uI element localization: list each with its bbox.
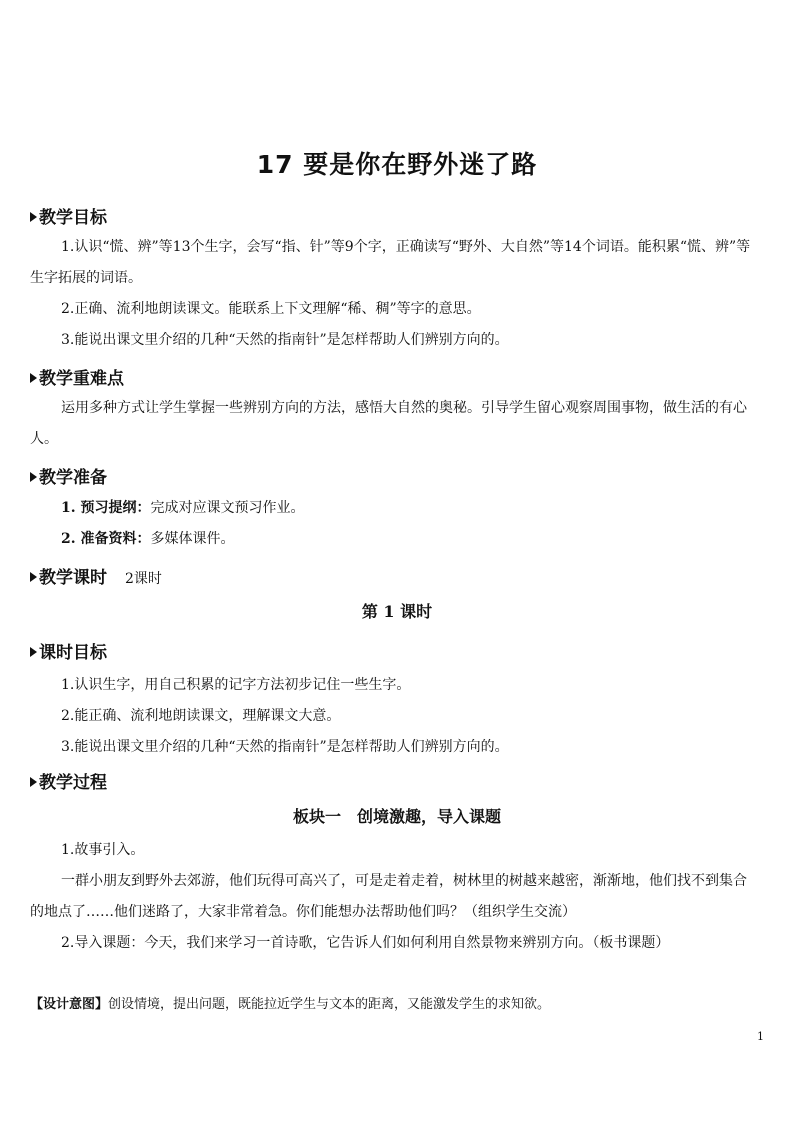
heading-label: 教学目标 <box>39 208 107 228</box>
triangle-bullet-icon <box>30 647 37 657</box>
heading-label: 教学重难点 <box>39 369 124 389</box>
prep-label: 1. 预习提纲： <box>61 500 151 516</box>
design-intent <box>30 995 765 1015</box>
lesson-goal-1: 1.认识生字，用自己积累的记字方法初步记住一些生字。 <box>61 677 411 693</box>
heading-label: 教学课时 <box>39 568 107 588</box>
prep-item-1 <box>61 498 761 518</box>
goal-item-1: 1.认识“慌、辨”等13个生字，会写“指、针”等9个字，正确读写“野外、大自然”等14个词语。能积累“慌、辨”等生字拓展的词语。 <box>30 239 751 286</box>
heading-teaching-goals <box>30 203 107 228</box>
design-label: 【设计意图】 <box>30 997 109 1012</box>
class-hours-value: 2课时 <box>125 571 162 587</box>
process-step-2: 2.导入课题：今天，我们来学习一首诗歌，它告诉人们如何利用自然景物来辨别方向。（板书课题） <box>61 935 670 951</box>
lesson-goal-3: 3.能说出课文里介绍的几种“天然的指南针”是怎样帮助人们辨别方向的。 <box>61 739 509 755</box>
triangle-bullet-icon <box>30 212 37 222</box>
heading-label: 课时目标 <box>39 643 107 663</box>
heading-lesson-goals <box>30 638 107 663</box>
key-points-text: 运用多种方式让学生掌握一些辨别方向的方法，感悟大自然的奥秘。引导学生留心观察周围事物，做生活的有心人。 <box>30 400 747 447</box>
heading-key-points <box>30 364 124 389</box>
goal-item-2: 2.正确、流利地朗读课文。能联系上下文理解“稀、稠”等字的意思。 <box>61 301 481 317</box>
triangle-bullet-icon <box>30 777 37 787</box>
heading-class-hours <box>30 563 162 588</box>
page-title: 17 要是你在野外迷了路 <box>256 150 538 179</box>
prep-item-2 <box>61 529 761 549</box>
design-text: 创设情境，提出问题，既能拉近学生与文本的距离，又能激发学生的求知欲。 <box>108 997 551 1012</box>
heading-label: 教学过程 <box>39 773 107 793</box>
heading-label: 教学准备 <box>39 468 107 488</box>
heading-teaching-process <box>30 768 107 793</box>
goal-item-3: 3.能说出课文里介绍的几种“天然的指南针”是怎样帮助人们辨别方向的。 <box>61 332 509 348</box>
page-number: 1 <box>757 1030 764 1043</box>
triangle-bullet-icon <box>30 373 37 383</box>
triangle-bullet-icon <box>30 472 37 482</box>
heading-preparation <box>30 463 107 488</box>
prep-text: 多媒体课件。 <box>150 531 235 547</box>
lesson-goal-2: 2.能正确、流利地朗读课文，理解课文大意。 <box>61 708 341 724</box>
process-step-1: 1.故事引入。 <box>61 842 145 858</box>
prep-text: 完成对应课文预习作业。 <box>150 500 305 516</box>
block-title: 板块一 创境激趣，导入课题 <box>292 807 501 826</box>
lesson-title: 第 1 课时 <box>361 602 433 621</box>
process-step-story: 一群小朋友到野外去郊游，他们玩得可高兴了，可是走着走着，树林里的树越来越密，渐渐地，他们找不到集合的地点了……他们迷路了，大家非常着急。你们能想办法帮助他们吗？（组织学生交流） <box>30 873 747 920</box>
prep-label: 2. 准备资料： <box>61 531 151 547</box>
triangle-bullet-icon <box>30 572 37 582</box>
